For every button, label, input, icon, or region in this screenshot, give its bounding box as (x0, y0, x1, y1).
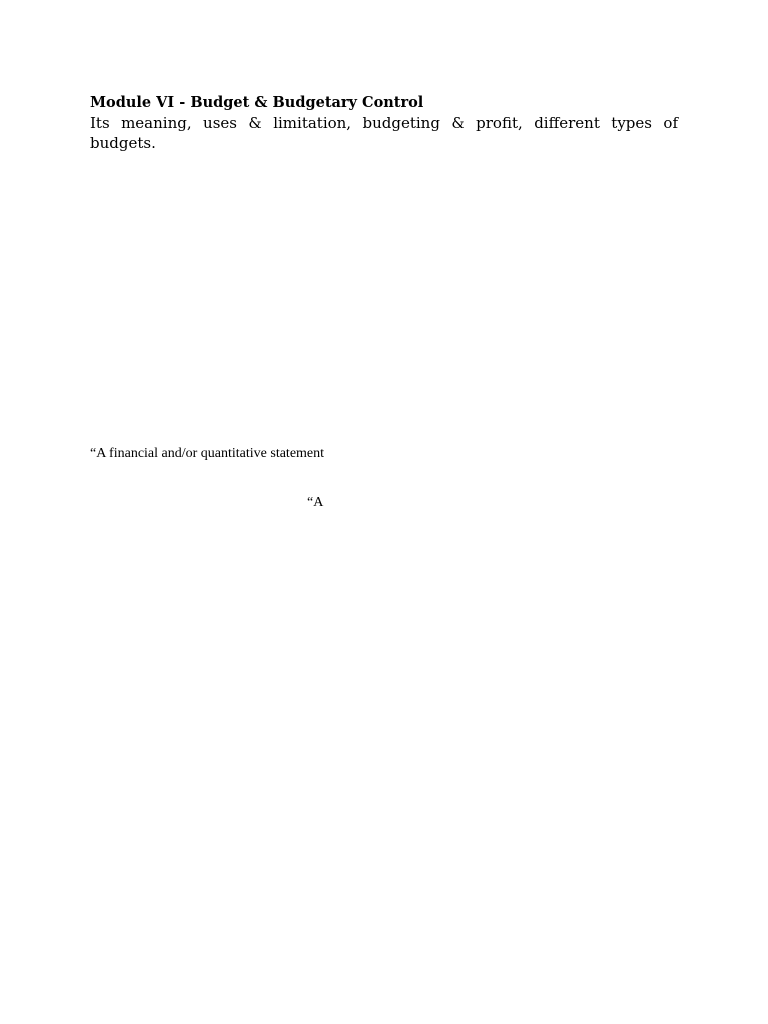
module-heading: Module VI - Budget & Budgetary Control (90, 94, 424, 111)
definition-quote-fragment-second: “A (307, 495, 324, 510)
definition-quote-fragment: “A financial and/or quantitative statement (90, 446, 325, 461)
module-description: Its meaning, uses & limitation, budgeting & profit, different types of budgets. (90, 114, 678, 152)
